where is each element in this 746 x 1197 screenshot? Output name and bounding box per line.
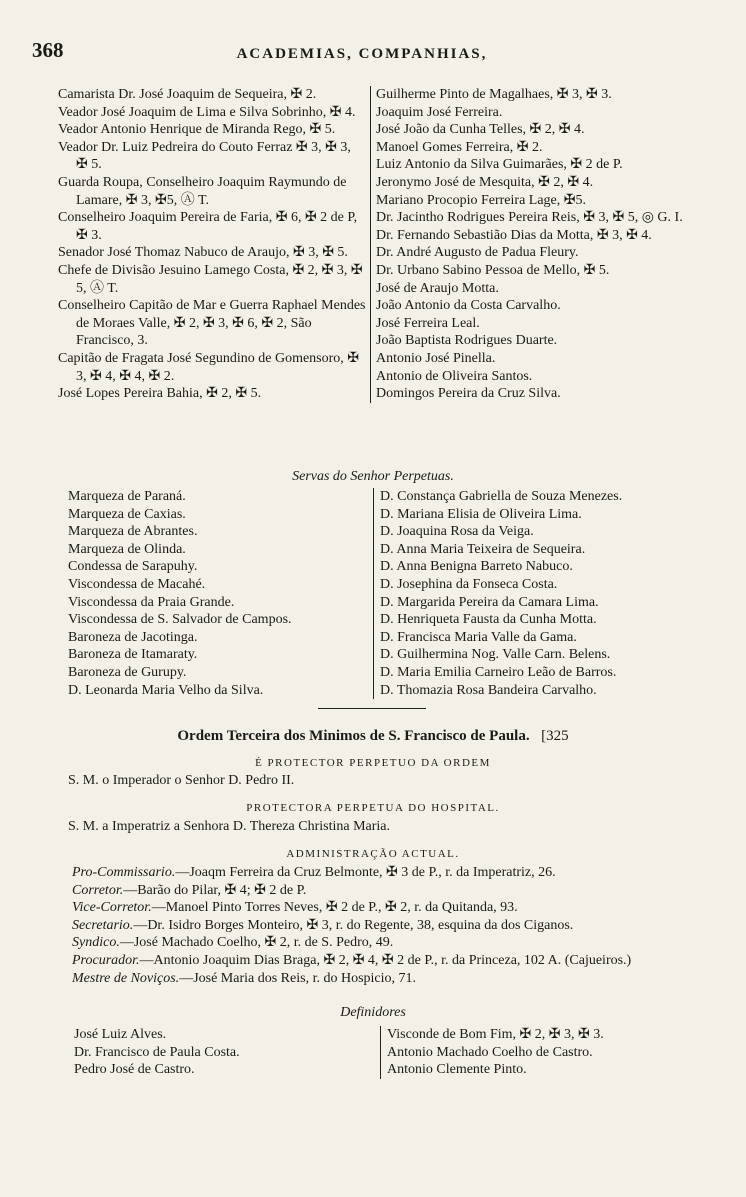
list-item: Viscondessa de S. Salvador de Campos. (68, 612, 292, 628)
list-item: Marqueza de Paraná. (68, 489, 186, 504)
list-item: Veador José Joaquim de Lima e Silva Sobrinho, ✠ 4. (58, 104, 356, 120)
list-item: Pedro José de Castro. (74, 1062, 195, 1078)
definidores-left-column (74, 1026, 380, 1079)
ordem-title: Ordem Terceira dos Minimos de S. Francisco de Paula. (177, 728, 530, 744)
definidores-columns (74, 1026, 694, 1079)
list-item: Luiz Antonio da Silva Guimarães, ✠ 2 de P. (376, 157, 623, 173)
admin-text: —Dr. Isidro Borges Monteiro, ✠ 3, r. do Regente, 38, esquina da dos Ciganos. (133, 917, 574, 933)
admin-text: —José Machado Coelho, ✠ 2, r. de S. Pedro, 49. (119, 935, 394, 951)
admin-role: Vice-Corretor. (72, 900, 152, 916)
list-item: Baroneza de Itamaraty. (68, 647, 198, 663)
list-item: Veador Dr. Luiz Pedreira do Couto Ferraz ✠ 3, ✠ 3, ✠ 5. (58, 139, 351, 173)
admin-entry (72, 952, 706, 970)
protector: S. M. o Imperador o Senhor D. Pedro II. (68, 773, 295, 788)
section-divider (318, 708, 426, 709)
list-item: D. Anna Benigna Barreto Nabuco. (380, 559, 573, 575)
list-item: Guilherme Pinto de Magalhaes, ✠ 3, ✠ 3. (376, 87, 612, 102)
admin-text: —Manoel Pinto Torres Neves, ✠ 2 de P., ✠ 2, r. da Quitanda, 93. (151, 900, 518, 916)
list-item: D. Thomazia Rosa Bandeira Carvalho. (380, 682, 597, 698)
list-item: Dr. André Augusto de Padua Fleury. (376, 245, 579, 261)
admin-text: —José Maria dos Reis, r. do Hospicio, 71. (179, 970, 417, 986)
admin-role: Secretario. (72, 917, 134, 933)
ordem-year: [325 (541, 728, 569, 744)
list-item: Marqueza de Abrantes. (68, 524, 198, 540)
list-item: João Baptista Rodrigues Duarte. (376, 333, 558, 349)
list-item: Antonio José Pinella. (376, 350, 496, 366)
list-item: Antonio Machado Coelho de Castro. (387, 1044, 593, 1060)
list-item: Marqueza de Olinda. (68, 541, 186, 557)
running-title: ACADEMIAS, COMPANHIAS, (236, 46, 488, 62)
list-item: Dr. Jacintho Rodrigues Pereira Reis, ✠ 3, ✠ 5, ◎ G. I. (376, 210, 683, 226)
top-columns (58, 86, 694, 403)
admin-role: Pro-Commissario. (72, 865, 176, 880)
protectora-label: PROTECTORA PERPETUA DO HOSPITAL. (246, 802, 500, 814)
list-item: Marqueza de Caxias. (68, 506, 186, 522)
list-item: D. Francisca Maria Valle da Gama. (380, 629, 577, 645)
list-item: Dr. Francisco de Paula Costa. (74, 1044, 240, 1060)
admin-entry (72, 934, 706, 952)
admin-text: —Antonio Joaquim Dias Braga, ✠ 2, ✠ 4, ✠ 2 de P., r. da Princeza, 102 A. (Cajueiros.) (139, 952, 632, 968)
admin-role: Procurador. (72, 952, 140, 968)
list-item: Viscondessa de Macahé. (68, 576, 206, 592)
list-item: Conselheiro Joaquim Pereira de Faria, ✠ 6, ✠ 2 de P, ✠ 3. (58, 210, 358, 243)
list-item: Mariano Procopio Ferreira Lage, ✠5. (376, 192, 586, 208)
top-left-column (58, 86, 371, 403)
list-item: José Luiz Alves. (74, 1027, 167, 1042)
list-item: Visconde de Bom Fim, ✠ 2, ✠ 3, ✠ 3. (387, 1027, 604, 1042)
ordem-title-line (0, 728, 746, 746)
top-right-column (371, 86, 694, 403)
definidores-heading: Definidores (340, 1005, 406, 1020)
list-item: D. Guilhermina Nog. Valle Carn. Belens. (380, 647, 611, 663)
admin-label: ADMINISTRAÇÃO ACTUAL. (286, 848, 460, 860)
admin-entry (72, 882, 706, 900)
page-header (32, 38, 692, 72)
protectora: S. M. a Imperatriz a Senhora D. Thereza Christina Maria. (68, 819, 391, 834)
list-item: Viscondessa da Praia Grande. (68, 594, 235, 610)
list-item: Manoel Gomes Ferreira, ✠ 2. (376, 139, 543, 155)
admin-entry (72, 970, 706, 988)
list-item: Senador José Thomaz Nabuco de Araujo, ✠ 3, ✠ 5. (58, 245, 348, 261)
admin-role: Corretor. (72, 882, 124, 898)
list-item: Chefe de Divisão Jesuino Lamego Costa, ✠ 2, ✠ 3, ✠ 5, Ⓐ T. (58, 262, 363, 296)
servas-heading: Servas do Senhor Perpetuas. (292, 469, 454, 484)
list-item: D. Mariana Elisia de Oliveira Lima. (380, 506, 582, 522)
list-item: José João da Cunha Telles, ✠ 2, ✠ 4. (376, 122, 585, 138)
admin-text: —Joaqm Ferreira da Cruz Belmonte, ✠ 3 de P., r. da Imperatriz, 26. (175, 865, 556, 880)
list-item: João Antonio da Costa Carvalho. (376, 298, 561, 314)
admin-entry (72, 864, 706, 882)
list-item: Baroneza de Gurupy. (68, 664, 187, 680)
admin-list (72, 864, 706, 987)
admin-entry (72, 899, 706, 917)
definidores-right-column (380, 1026, 694, 1079)
list-item: D. Henriqueta Fausta da Cunha Motta. (380, 612, 597, 628)
admin-text: —Barão do Pilar, ✠ 4; ✠ 2 de P. (123, 882, 307, 898)
servas-left-column (68, 488, 374, 699)
list-item: Camarista Dr. José Joaquim de Sequeira, ✠ 2. (58, 87, 317, 102)
list-item: Condessa de Sarapuhy. (68, 559, 198, 575)
servas-right-column (374, 488, 696, 699)
list-item: Veador Antonio Henrique de Miranda Rego, ✠ 5. (58, 122, 336, 138)
page-number: 368 (32, 38, 64, 62)
list-item: D. Anna Maria Teixeira de Sequeira. (380, 541, 586, 557)
list-item: Jeronymo José de Mesquita, ✠ 2, ✠ 4. (376, 174, 594, 190)
list-item: Dr. Urbano Sabino Pessoa de Mello, ✠ 5. (376, 262, 610, 278)
list-item: José de Araujo Motta. (376, 280, 499, 296)
list-item: Domingos Pereira da Cruz Silva. (376, 386, 561, 402)
servas-columns (68, 488, 696, 699)
list-item: Dr. Fernando Sebastião Dias da Motta, ✠ 3, ✠ 4. (376, 227, 652, 243)
list-item: D. Leonarda Maria Velho da Silva. (68, 682, 264, 698)
admin-entry (72, 917, 706, 935)
list-item: Antonio Clemente Pinto. (387, 1062, 527, 1078)
admin-role: Syndico. (72, 935, 120, 951)
list-item: D. Margarida Pereira da Camara Lima. (380, 594, 599, 610)
list-item: D. Joaquina Rosa da Veiga. (380, 524, 534, 540)
admin-role: Mestre de Noviços. (72, 970, 180, 986)
list-item: D. Constança Gabriella de Souza Menezes. (380, 489, 623, 504)
protector-label: É PROTECTOR PERPETUO DA ORDEM (255, 757, 491, 769)
list-item: D. Maria Emilia Carneiro Leão de Barros. (380, 664, 617, 680)
list-item: D. Josephina da Fonseca Costa. (380, 576, 558, 592)
list-item: José Ferreira Leal. (376, 315, 480, 331)
list-item: Baroneza de Jacotinga. (68, 629, 198, 645)
list-item: Guarda Roupa, Conselheiro Joaquim Raymundo de Lamare, ✠ 3, ✠5, Ⓐ T. (58, 174, 347, 208)
list-item: Antonio de Oliveira Santos. (376, 368, 533, 384)
list-item: Conselheiro Capitão de Mar e Guerra Raphael Mendes de Moraes Valle, ✠ 2, ✠ 3, ✠ 6, ✠ 2, São Francisco, 3. (58, 298, 366, 349)
list-item: José Lopes Pereira Bahia, ✠ 2, ✠ 5. (58, 386, 262, 402)
list-item: Joaquim José Ferreira. (376, 104, 503, 120)
list-item: Capitão de Fragata José Segundino de Gomensoro, ✠ 3, ✠ 4, ✠ 4, ✠ 2. (58, 350, 360, 384)
